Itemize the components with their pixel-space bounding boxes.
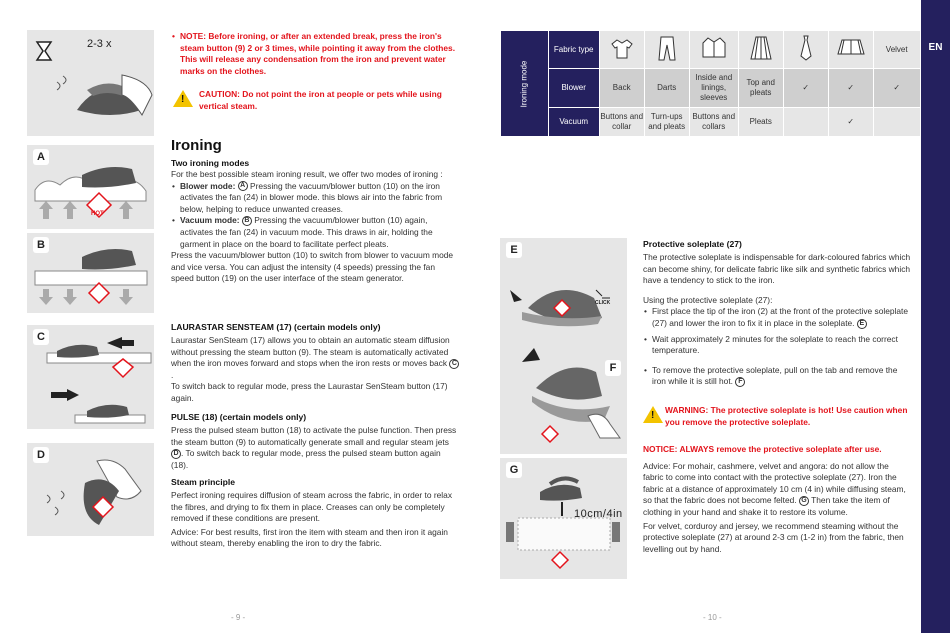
panel-label-c: C bbox=[33, 329, 49, 345]
pulse-text-2: To switch back to regular mode, press the pulsed steam button again (18). bbox=[171, 448, 441, 470]
note-block bbox=[171, 31, 459, 77]
tablecloth-icon bbox=[829, 31, 873, 68]
shirt-icon bbox=[600, 31, 644, 68]
ref-c: C bbox=[449, 359, 459, 369]
pleated-skirt-icon bbox=[739, 31, 783, 68]
ironing-mode-table bbox=[500, 30, 921, 137]
click-label: CLICK bbox=[595, 300, 611, 306]
steam-heading: Steam principle bbox=[171, 477, 235, 487]
bullet-3 bbox=[643, 365, 911, 388]
panel-e-f-soleplate bbox=[500, 238, 627, 454]
panel-iron-steam-purge bbox=[27, 30, 154, 136]
table-cell: Turn-ups and pleats bbox=[645, 108, 689, 136]
panel-g-distance bbox=[500, 458, 627, 579]
panel-a-blower bbox=[27, 145, 154, 229]
table-cell: Buttons and collars bbox=[690, 108, 738, 136]
caution-block bbox=[171, 89, 461, 112]
row-label: Blower bbox=[549, 69, 599, 107]
table-cell: Inside and linings, sleeves bbox=[690, 69, 738, 107]
language-sidebar bbox=[921, 0, 950, 633]
table-cell: Pleats bbox=[739, 108, 783, 136]
sensteam-text: Laurastar SenSteam (17) allows you to obtain an automatic steam diffusion without pressing the steam button (9). The steam is automatically activated when the iron moves forward and stops when the iron rests or moves back bbox=[171, 335, 450, 369]
panel-b-vacuum bbox=[27, 233, 154, 313]
pulse-section: PULSE (18) (certain models only) Press the pulsed steam button (18) to activate the pulse function. Then press the steam button (9) to automatically generate small and regular steam jets D . To switch back to regular mode, press the pulsed steam button again (18). bbox=[171, 411, 460, 471]
warning-text: WARNING: The protective soleplate is hot! Use caution when you remove the protective soleplate. bbox=[665, 405, 908, 427]
table-cell bbox=[874, 108, 920, 136]
vacuum-label: Vacuum mode: bbox=[180, 215, 240, 226]
page-number-right: - 10 - bbox=[703, 613, 722, 622]
steam-text: Perfect ironing requires diffusion of steam across the fabric, in order to relax the fibres, and drying to fix them in place. Creases can only be completely removed if these conditions are present. bbox=[171, 490, 453, 524]
table-cell: Top and pleats bbox=[739, 69, 783, 107]
pulse-text: Press the pulsed steam button (18) to activate the pulse function. Then press the steam button (9) to automatically generate small and regular steam jets bbox=[171, 425, 457, 447]
warning-icon bbox=[173, 90, 193, 107]
ref-d: D bbox=[171, 449, 181, 459]
table-cell bbox=[784, 108, 828, 136]
check-icon: ✓ bbox=[874, 69, 920, 107]
soleplate-illustration bbox=[500, 238, 627, 454]
two-modes-heading: Two ironing modes bbox=[171, 158, 250, 168]
table-side-label: Ironing mode bbox=[519, 60, 529, 107]
advice-1-end: Then take the item of clothing in your hand and shake it to restore its volume. bbox=[643, 495, 890, 517]
advice-1: Advice: For mohair, cashmere, velvet and angora: do not allow the fabric to come into contact with the protective soleplate (27). Iron the fabric at a distance of approximately 10 cm (4 in) while diffusing steam, so that the fabric does not become felted. bbox=[643, 460, 906, 506]
panel-label-g: G bbox=[506, 462, 522, 478]
page-number-left: - 9 - bbox=[231, 613, 246, 622]
pulse-illustration bbox=[27, 443, 154, 536]
table-header-first: Fabric type bbox=[549, 31, 599, 68]
switch-text: Press the vacuum/blower button (10) to switch from blower to vacuum mode and vice versa. You can adjust the intensity (4 speeds) pressing the fan speed button (19) on the user interface of the steam generator. bbox=[171, 250, 454, 284]
ironing-section bbox=[171, 157, 460, 285]
trousers-icon bbox=[645, 31, 689, 68]
two-modes-intro: For the best possible steam ironing result, we offer two modes of ironing : bbox=[171, 169, 443, 179]
bullet-1-text: First place the tip of the iron (2) at the front of the protective soleplate (27) and lower the iron to fix it in place in the soleplate. bbox=[652, 306, 909, 328]
ref-e: E bbox=[857, 319, 867, 329]
panel-label-e: E bbox=[506, 242, 522, 258]
sensteam-section: LAURASTAR SENSTEAM (17) (certain models only) Laurastar SenSteam (17) allows you to obtain an automatic steam diffusion without pressing the steam button (9). The steam is automatically activated when the iron moves forward and stops when the iron rests or moves back C. To switch back to regular mode, press the Laurastar SenSteam button (17) again. bbox=[171, 321, 460, 405]
sensteam-illustration bbox=[27, 325, 154, 429]
check-icon: ✓ bbox=[829, 108, 873, 136]
check-icon: ✓ bbox=[784, 69, 828, 107]
steam-advice: Advice: For best results, first iron the item with steam and then iron it again without steam, thereby enabling the iron to dry the fabric. bbox=[171, 526, 448, 549]
ref-f: F bbox=[735, 377, 745, 387]
distance-label: 10cm/4in bbox=[574, 508, 623, 520]
table-cell: Back bbox=[600, 69, 644, 107]
warning-icon bbox=[643, 406, 663, 423]
vacuum-illustration bbox=[27, 233, 154, 313]
sensteam-heading: LAURASTAR SENSTEAM (17) (certain models only) bbox=[171, 322, 381, 332]
page-title: Ironing bbox=[171, 137, 222, 154]
soleplate-heading: Protective soleplate (27) bbox=[643, 239, 742, 249]
panel-label-a: A bbox=[33, 149, 49, 165]
panel-c-sensteam bbox=[27, 325, 154, 429]
panel-label-b: B bbox=[33, 237, 49, 253]
ref-g: G bbox=[799, 496, 809, 506]
ref-b: B bbox=[242, 216, 252, 226]
warning-block bbox=[643, 405, 911, 428]
table-header-last: Velvet bbox=[874, 31, 920, 68]
tie-icon bbox=[784, 31, 828, 68]
bullet-1 bbox=[643, 306, 911, 329]
table-header-row bbox=[501, 31, 920, 68]
table-row-vacuum bbox=[501, 108, 920, 136]
bullet-2: • Wait approximately 2 minutes for the soleplate to reach the correct temperature. bbox=[643, 334, 911, 357]
table-row-blower bbox=[501, 69, 920, 107]
pulse-heading: PULSE (18) (certain models only) bbox=[171, 412, 307, 422]
vacuum-mode-item bbox=[171, 215, 460, 250]
table-cell: Darts bbox=[645, 69, 689, 107]
panel-d-pulse bbox=[27, 443, 154, 536]
notice-text: NOTICE: ALWAYS remove the protective soleplate after use. bbox=[643, 444, 882, 454]
using-text: Using the protective soleplate (27): bbox=[643, 294, 773, 305]
ref-a: A bbox=[238, 181, 248, 191]
advice-section bbox=[643, 444, 911, 555]
row-label: Vacuum bbox=[549, 108, 599, 136]
blower-label: Blower mode: bbox=[180, 180, 236, 191]
note-text: • NOTE: Before ironing, or after an extended break, press the iron's steam button (9) 2 or 3 times, while pointing it away from the clothes. This will release any condensation from the iron and prevent water marks on the clothes. bbox=[171, 31, 459, 77]
vacuum-text: Pressing the vacuum/blower button (10) again, activates the fan (24) in vacuum mode. This draws in air, holding the garment in place on the board to facilitate perfect pleats. bbox=[180, 215, 433, 249]
sensteam-text-2: To switch back to regular mode, press the Laurastar SenSteam button (17) again. bbox=[171, 381, 448, 403]
caution-text: CAUTION: Do not point the iron at people or pets while using vertical steam. bbox=[199, 89, 442, 111]
bullet-3-text: To remove the protective soleplate, pull on the tab and remove the iron while it is still hot. bbox=[652, 364, 898, 387]
table-cell: Buttons and collar bbox=[600, 108, 644, 136]
hot-label: HOT bbox=[91, 211, 104, 217]
repeat-count-label: 2-3 x bbox=[87, 38, 112, 50]
advice-2: For velvet, corduroy and jersey, we recommend steaming without the protective soleplate (27) at around 2-3 cm (1-2 in) from the fabric, then levelling out by hand. bbox=[643, 520, 904, 554]
soleplate-text: The protective soleplate is indispensable for dark-coloured fabrics which can become shiny, for delicate fabric like silk and synthetic fabrics which have a tendency to stick to the iron. bbox=[643, 252, 911, 286]
language-tab[interactable]: EN bbox=[928, 42, 943, 53]
blower-mode-item bbox=[171, 181, 460, 216]
blower-text: Pressing the vacuum/blower button (10) on the iron activates the fan (24) in blower mode. this blows air into the fabric from below, helping to reduce unwanted creases. bbox=[180, 180, 443, 214]
jacket-icon bbox=[690, 31, 738, 68]
panel-label-d: D bbox=[33, 447, 49, 463]
steam-section bbox=[171, 476, 460, 550]
panel-label-f: F bbox=[605, 360, 621, 376]
check-icon: ✓ bbox=[829, 69, 873, 107]
soleplate-section bbox=[643, 238, 911, 388]
